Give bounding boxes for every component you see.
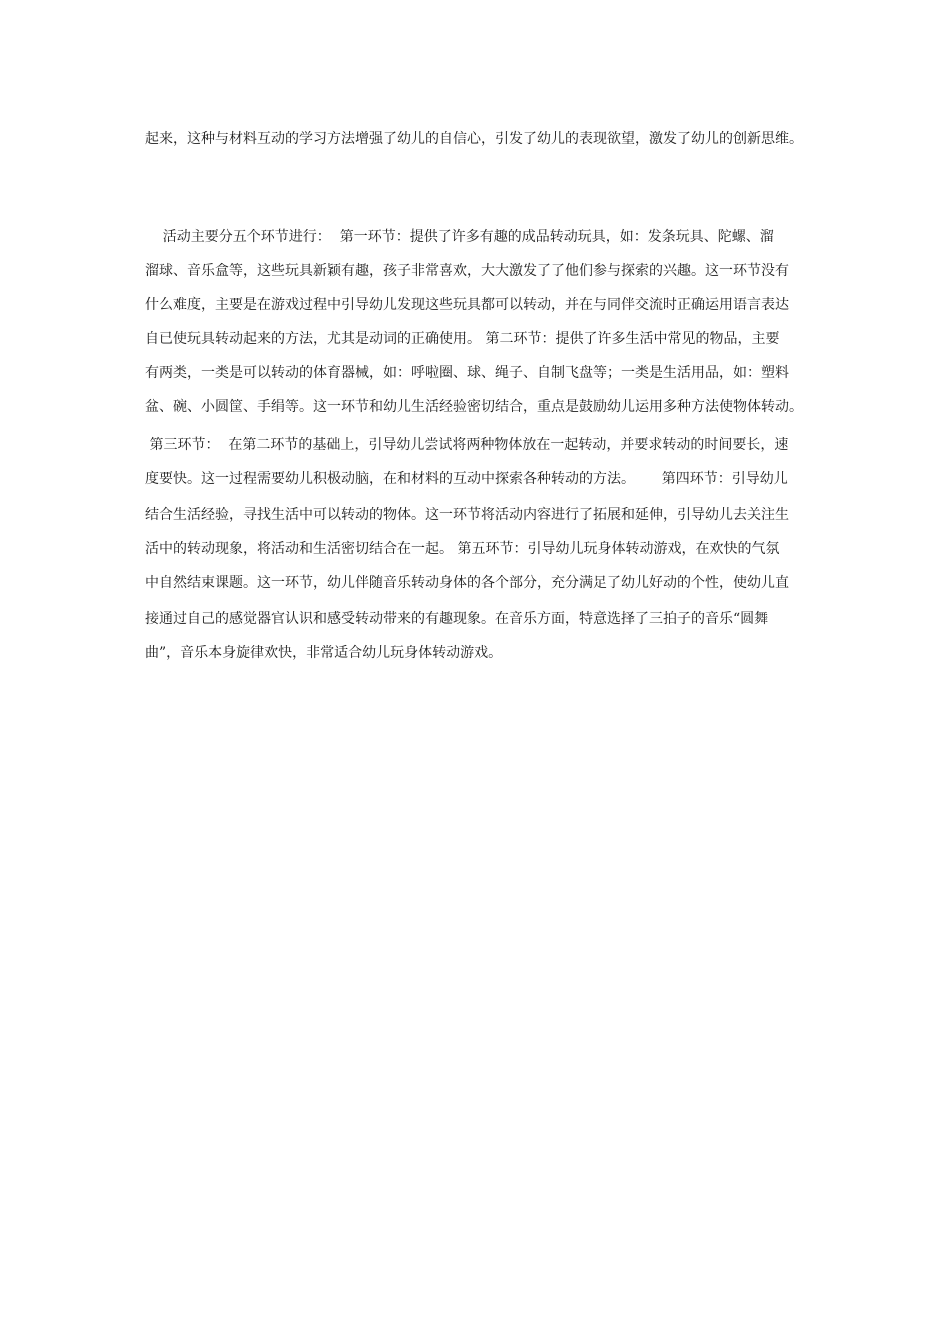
paragraph-line-7: 第三环节： 在第二环节的基础上，引导幼儿尝试将两种物体放在一起转动，并要求转动的时间要长，速 [145, 437, 789, 453]
paragraph-line-8: 度要快。这一过程需要幼儿积极动脑，在和材料的互动中探索各种转动的方法。 第四环节：引导幼儿 [145, 471, 788, 487]
paragraph-line-5: 有两类，一类是可以转动的体育器械，如：呼啦圈、球、绳子、自制飞盘等；一类是生活用品，如：塑料 [145, 365, 789, 381]
paragraph-line-4: 自已使玩具转动起来的方法，尤其是动词的正确使用。 第二环节：提供了许多生活中常见的物品，主要 [145, 331, 780, 347]
paragraph-line-12: 接通过自己的感觉器官认识和感受转动带来的有趣现象。在音乐方面，特意选择了三拍子的音乐“圆舞 [145, 611, 769, 627]
paragraph-line-10: 活中的转动现象，将活动和生活密切结合在一起。 第五环节：引导幼儿玩身体转动游戏，在欢快的气氛 [145, 541, 780, 557]
intro-line: 起来，这种与材料互动的学习方法增强了幼儿的自信心，引发了幼儿的表现欲望，激发了幼儿的创新思维。 [145, 131, 803, 147]
paragraph-line-3: 什么难度，主要是在游戏过程中引导幼儿发现这些玩具都可以转动，并在与同伴交流时正确运用语言表达 [145, 297, 789, 313]
paragraph-line-6: 盆、碗、小圆筐、手绢等。这一环节和幼儿生活经验密切结合，重点是鼓励幼儿运用多种方法使物体转动。 [145, 399, 803, 415]
paragraph-line-9: 结合生活经验，寻找生活中可以转动的物体。这一环节将活动内容进行了拓展和延伸，引导幼儿去关注生 [145, 507, 789, 523]
paragraph-line-2: 溜球、音乐盒等，这些玩具新颖有趣，孩子非常喜欢，大大激发了了他们参与探索的兴趣。这一环节没有 [145, 263, 789, 279]
paragraph-line-13: 曲”，音乐本身旋律欢快，非常适合幼儿玩身体转动游戏。 [145, 645, 503, 661]
paragraph-line-11: 中自然结束课题。这一环节，幼儿伴随音乐转动身体的各个部分，充分满足了幼儿好动的个性，使幼儿直 [145, 575, 789, 591]
paragraph-line-1: 活动主要分五个环节进行： 第一环节：提供了许多有趣的成品转动玩具，如：发条玩具、陀螺、溜 [145, 229, 774, 245]
